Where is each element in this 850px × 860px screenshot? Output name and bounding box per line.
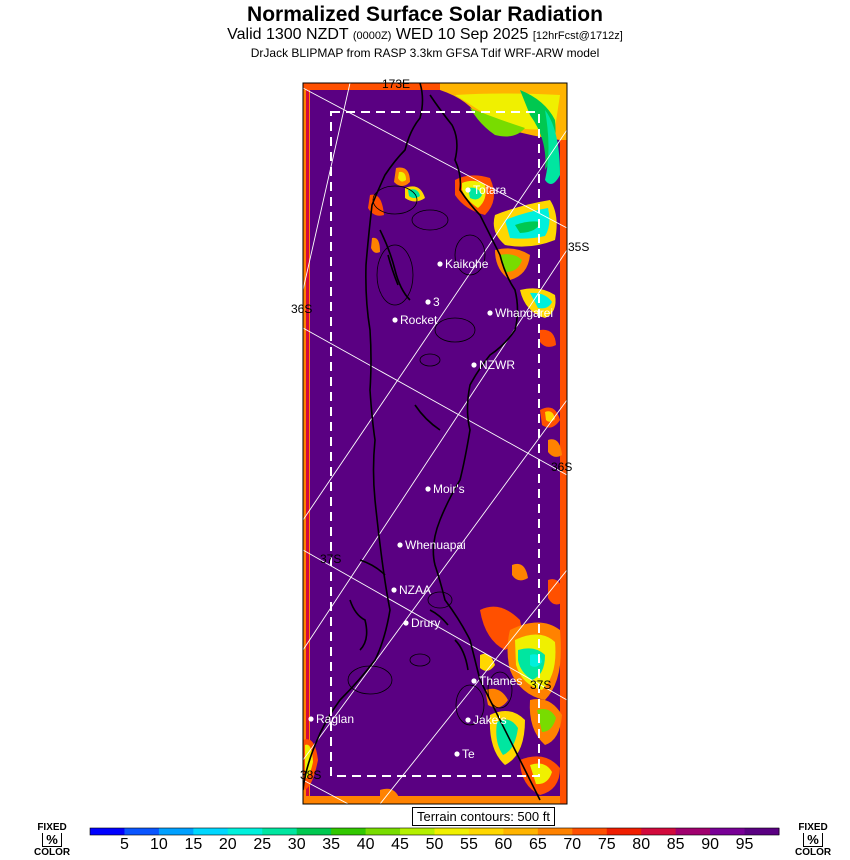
- color-scale-bar: [90, 828, 780, 835]
- site-label: Kaikohe: [445, 257, 489, 271]
- terrain-contour-note: Terrain contours: 500 ft: [412, 807, 555, 826]
- site-label: Jake's: [473, 713, 507, 727]
- fixed-label: FIXED: [798, 822, 828, 833]
- site-label: NZWR: [479, 358, 515, 372]
- color-swatch: [710, 828, 745, 835]
- site-dot: [471, 362, 476, 367]
- site-dot: [471, 678, 476, 683]
- color-swatch: [435, 828, 470, 835]
- site-label: 3: [433, 295, 440, 309]
- site-label: Whenuapai: [405, 538, 466, 552]
- site-marker: [397, 538, 465, 552]
- color-swatch: [538, 828, 573, 835]
- utc-time: (0000Z): [352, 30, 392, 42]
- site-dot: [425, 299, 430, 304]
- tick-label: 90: [701, 836, 719, 853]
- site-dot: [487, 310, 492, 315]
- site-label: Moir's: [433, 482, 465, 496]
- color-label: COLOR: [34, 847, 71, 858]
- site-marker: [308, 712, 354, 726]
- grid-label: 36S: [551, 460, 573, 474]
- site-marker: [437, 257, 488, 271]
- tick-label: 10: [149, 836, 168, 853]
- color-swatch: [124, 828, 159, 835]
- color-swatch: [676, 828, 711, 835]
- color-swatch: [641, 828, 676, 835]
- tick-label: 45: [391, 836, 409, 853]
- site-marker: [471, 674, 522, 688]
- site-dot: [391, 587, 396, 592]
- percent-unit: %: [803, 833, 823, 847]
- color-swatch: [469, 828, 504, 835]
- site-label: Whangarei: [495, 306, 554, 320]
- site-marker: [487, 306, 553, 320]
- grid-label: 37S: [530, 678, 552, 692]
- grid-label: 173E: [382, 77, 411, 91]
- tick-label: 65: [528, 836, 547, 853]
- site-label: NZAA: [399, 583, 432, 597]
- tick-label: 5: [119, 836, 129, 853]
- map-title: Normalized Surface Solar Radiation: [247, 3, 603, 26]
- color-swatch: [193, 828, 228, 835]
- valid-time: Valid 1300 NZDT: [227, 26, 349, 43]
- color-swatch: [90, 828, 125, 835]
- tick-label: 60: [494, 836, 513, 853]
- site-label: Drury: [411, 616, 441, 630]
- color-scale-ticks: [0, 836, 850, 856]
- tick-label: 55: [460, 836, 478, 853]
- site-dot: [308, 716, 313, 721]
- forecast-run: [12hrFcst@1712z]: [532, 30, 623, 42]
- tick-label: 85: [666, 836, 685, 853]
- color-swatch: [297, 828, 332, 835]
- color-label: COLOR: [795, 847, 832, 858]
- grid-label: 35S: [568, 240, 590, 254]
- tick-label: 40: [356, 836, 375, 853]
- map-field: [303, 83, 567, 860]
- tick-label: 95: [735, 836, 754, 853]
- site-label: Thames: [479, 674, 523, 688]
- site-dot: [397, 542, 402, 547]
- tick-label: 35: [322, 836, 341, 853]
- fixed-label: FIXED: [37, 822, 67, 833]
- color-swatch: [331, 828, 366, 835]
- tick-label: 25: [253, 836, 272, 853]
- color-swatch: [503, 828, 538, 835]
- percent-unit: %: [42, 833, 62, 847]
- tick-label: 50: [425, 836, 444, 853]
- color-swatch: [366, 828, 401, 835]
- color-swatch: [159, 828, 194, 835]
- site-label: Totara: [473, 183, 507, 197]
- site-dot: [403, 620, 408, 625]
- site-dot: [437, 261, 442, 266]
- color-swatch: [262, 828, 297, 835]
- grid-label: 36S: [291, 302, 313, 316]
- site-marker: [392, 313, 438, 327]
- grid-label: 37S: [320, 552, 342, 566]
- site-dot: [465, 717, 470, 722]
- color-swatch: [228, 828, 263, 835]
- tick-label: 30: [287, 836, 306, 853]
- color-swatch: [572, 828, 607, 835]
- model-description: DrJack BLIPMAP from RASP 3.3km GFSA Tdif WRF-ARW model: [250, 46, 600, 60]
- site-dot: [454, 751, 459, 756]
- site-dot: [425, 486, 430, 491]
- site-dot: [465, 187, 470, 192]
- tick-label: 15: [184, 836, 203, 853]
- site-dot: [392, 317, 397, 322]
- color-swatch: [607, 828, 642, 835]
- site-label: Rocket: [400, 313, 438, 327]
- color-swatch: [745, 828, 780, 835]
- site-label: Raglan: [316, 712, 355, 726]
- forecast-date: WED 10 Sep 2025: [395, 26, 529, 43]
- tick-label: 70: [563, 836, 582, 853]
- grid-label: 38S: [300, 768, 322, 782]
- tick-label: 80: [632, 836, 651, 853]
- color-swatch: [400, 828, 435, 835]
- tick-label: 75: [597, 836, 616, 853]
- site-label: Te: [462, 747, 475, 761]
- tick-label: 20: [218, 836, 237, 853]
